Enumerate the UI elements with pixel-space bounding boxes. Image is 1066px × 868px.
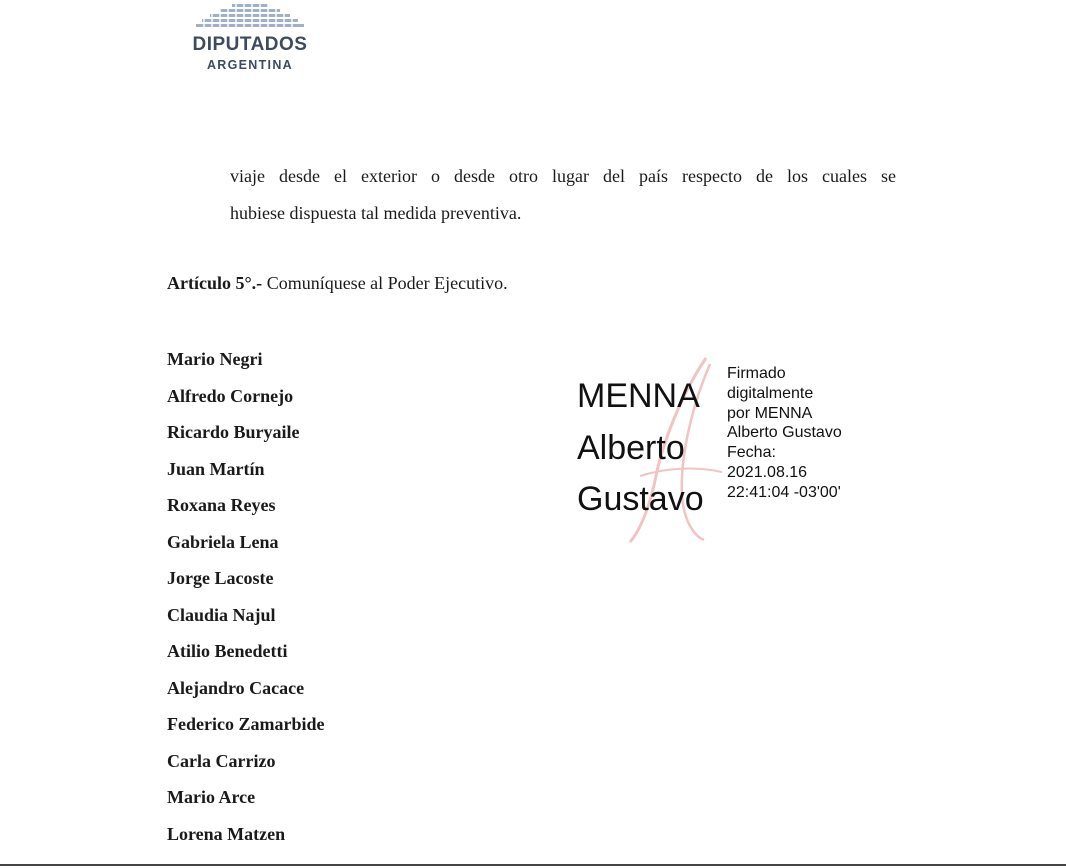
body-paragraph-line-1: viaje desde el exterior o desde otro lugar del país respecto de los cuales se (230, 166, 896, 186)
signatory-name: Lorena Matzen (167, 823, 286, 844)
diputados-logo (170, 0, 330, 80)
signatory-name: Mario Arce (167, 787, 256, 807)
signatory-name: Alejandro Cacace (167, 677, 305, 698)
signatory-name: Carla Carrizo (167, 750, 276, 771)
signature-detail-line: digitalmente (727, 384, 814, 402)
signatory-name: Roxana Reyes (167, 495, 276, 515)
body-paragraph-line-2: hubiese dispuesta tal medida preventiva. (230, 203, 522, 223)
page-bottom-divider (0, 864, 1066, 866)
signature-detail-line: por MENNA (727, 404, 813, 422)
signatory-name: Atilio Benedetti (167, 641, 288, 661)
signatories-list (167, 347, 324, 858)
signature-detail-line: Firmado (727, 365, 786, 382)
chamber-arc-icon (190, 0, 310, 30)
signatory-name: Jorge Lacoste (167, 568, 274, 588)
signatory-name: Gabriela Lena (167, 531, 279, 552)
article-5 (167, 273, 508, 294)
signatory-name: Mario Negri (167, 349, 263, 369)
logo-subtitle: ARGENTINA (206, 58, 293, 72)
signature-name-line: MENNA (577, 377, 700, 415)
signature-name-line: Gustavo (577, 480, 704, 518)
signature-details (727, 364, 842, 503)
digital-signature (570, 356, 890, 546)
signature-detail-line: 22:41:04 -03'00' (727, 483, 841, 501)
signatory-name: Juan Martín (167, 458, 265, 479)
signatory-name: Federico Zamarbide (167, 714, 325, 734)
signature-detail-line: Alberto Gustavo (727, 424, 842, 442)
signatory-name: Claudia Najul (167, 604, 276, 625)
logo-title: DIPUTADOS (192, 34, 308, 55)
signature-detail-line: 2021.08.16 (727, 463, 808, 481)
signature-detail-line: Fecha: (727, 444, 776, 462)
signature-name-line: Alberto (577, 429, 685, 467)
signatory-name: Alfredo Cornejo (167, 385, 294, 406)
signatory-name: Ricardo Buryaile (167, 422, 300, 442)
article-label: Artículo 5°.- (167, 273, 263, 293)
article-text: Comuníquese al Poder Ejecutivo. (262, 273, 508, 293)
